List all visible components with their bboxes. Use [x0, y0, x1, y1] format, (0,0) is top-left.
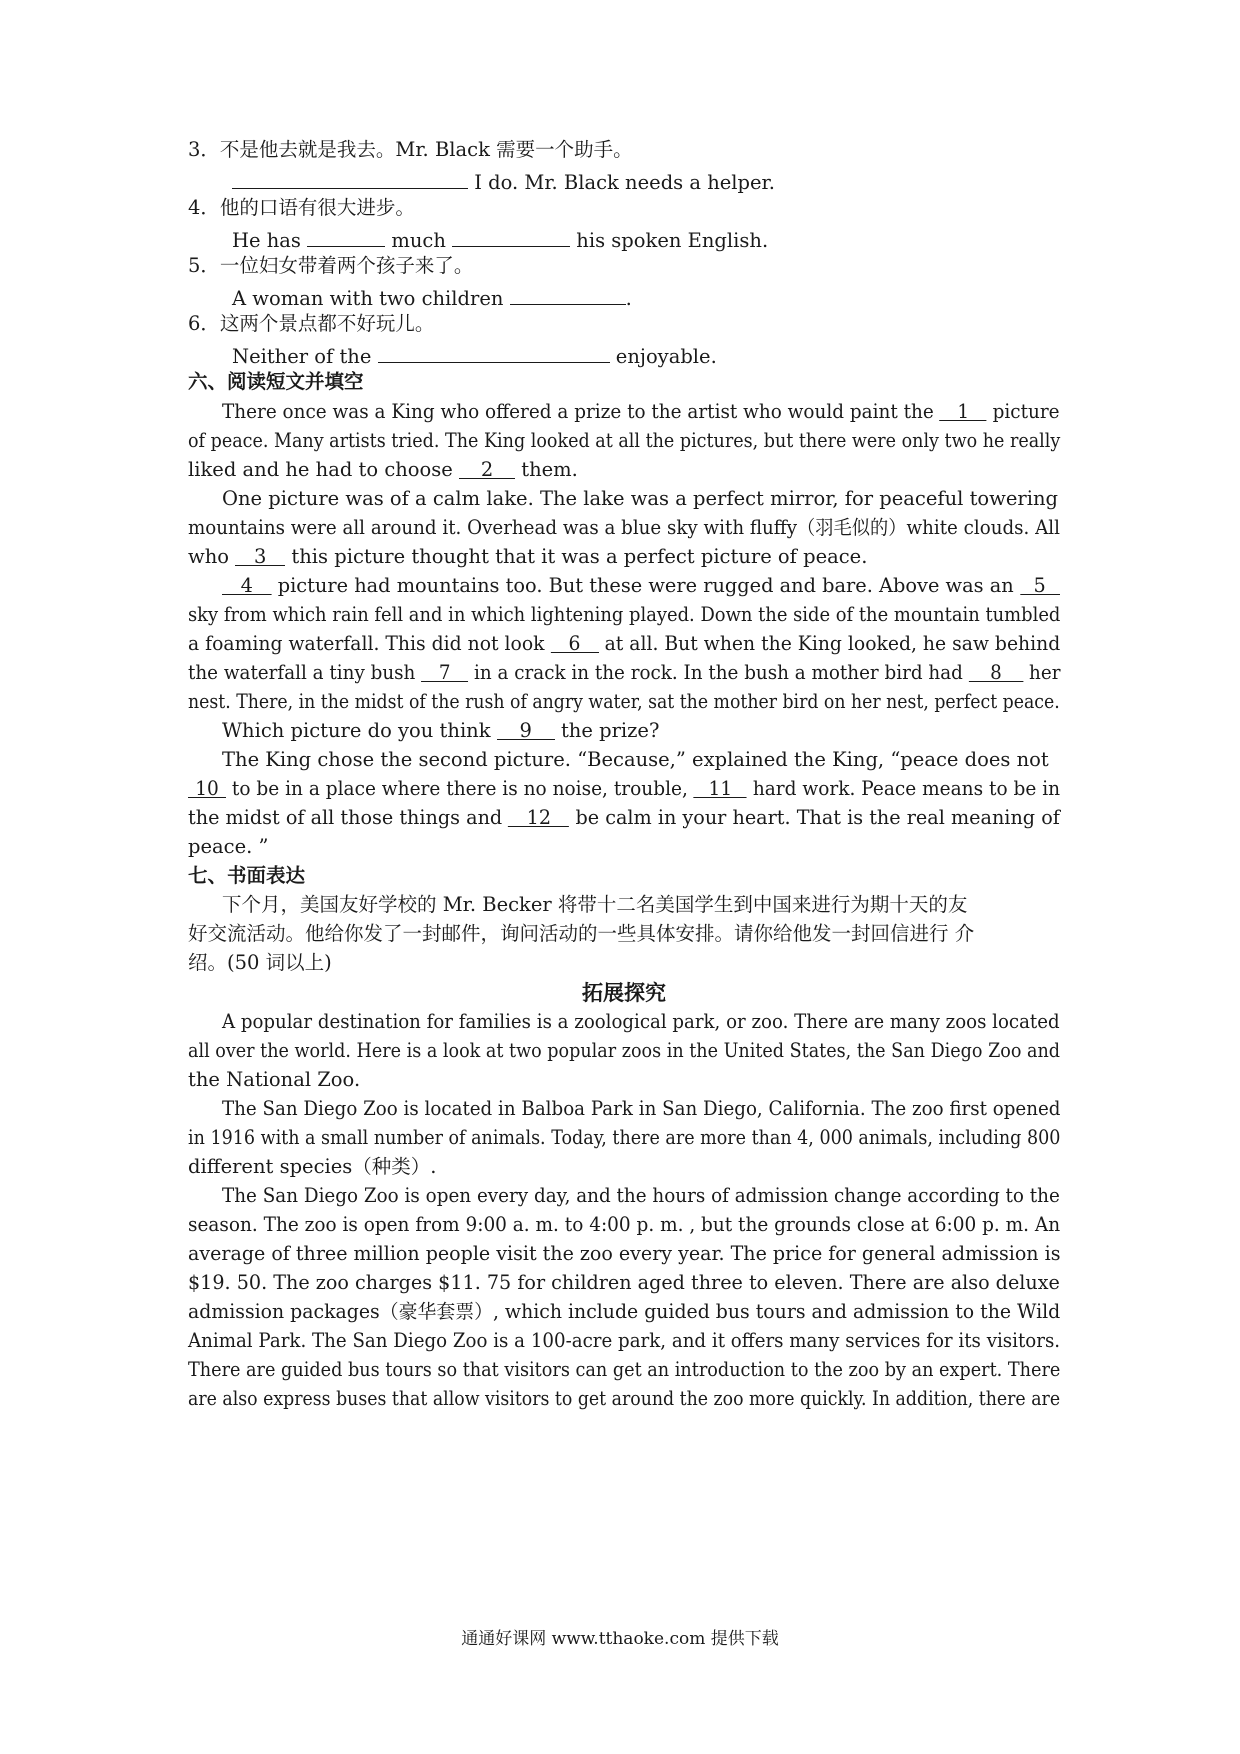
- passage-line: who 3 this picture thought that it was a perfect picture of peace.: [188, 545, 868, 568]
- passage-line: liked and he had to choose 2 them.: [188, 458, 578, 481]
- passage-line: One picture was of a calm lake. The lake was a perfect mirror, for peaceful towering: [222, 487, 1058, 510]
- passage-line: 4 picture had mountains too. But these were rugged and bare. Above was an 5: [222, 576, 1060, 596]
- passage-line: peace. ”: [188, 835, 269, 858]
- extension-line: The San Diego Zoo is open every day, and the hours of admission change according to the: [222, 1184, 1060, 1207]
- extension-line: A popular destination for families is a zoological park, or zoo. There are many zoos located: [222, 1010, 1060, 1033]
- passage-line: sky from which rain fell and in which lightening played. Down the side of the mountain tumbled: [188, 603, 1061, 626]
- passage-line: nest. There, in the midst of the rush of angry water, sat the mother bird on her nest, perfect peace.: [188, 690, 1060, 713]
- q3-blank[interactable]: [232, 170, 468, 189]
- q4-blank-1[interactable]: [307, 228, 385, 247]
- passage-line: of peace. Many artists tried. The King looked at all the pictures, but there were only two he really: [188, 429, 1061, 452]
- extension-line: are also express buses that allow visitors to get around the zoo more quickly. In addition, there are: [188, 1387, 1061, 1410]
- extension-line: all over the world. Here is a look at two popular zoos in the United States, the San Diego Zoo and: [188, 1039, 1061, 1062]
- blank-8[interactable]: 8: [969, 663, 1024, 682]
- q4-english: He has much his spoken English.: [232, 229, 769, 252]
- extension-line: the National Zoo.: [188, 1068, 361, 1091]
- blank-11[interactable]: 11: [694, 779, 747, 798]
- writing-task-line: 下个月，美国友好学校的 Mr. Becker 将带十二名美国学生到中国来进行为期十天的友: [222, 893, 968, 916]
- blank-7[interactable]: 7: [421, 663, 468, 682]
- q5-chinese: 5．一位妇女带着两个孩子来了。: [188, 254, 474, 277]
- extension-line: The San Diego Zoo is located in Balboa Park in San Diego, California. The zoo first opened: [222, 1097, 1061, 1120]
- blank-6[interactable]: 6: [550, 634, 598, 653]
- extension-line: different species（种类）.: [188, 1155, 437, 1178]
- extension-line: admission packages（豪华套票）, which include guided bus tours and admission to the Wild: [188, 1300, 1061, 1323]
- extension-line: $19. 50. The zoo charges $11. 75 for children aged three to eleven. There are also deluxe: [188, 1271, 1060, 1294]
- extension-line: season. The zoo is open from 9:00 a. m. to 4:00 p. m. , but the grounds close at 6:00 p. m. An: [188, 1213, 1061, 1236]
- passage-line: the midst of all those things and 12 be calm in your heart. That is the real meaning of: [188, 806, 1060, 829]
- passage-line: There once was a King who offered a prize to the artist who would paint the 1 picture: [222, 400, 1060, 423]
- writing-task-line: 好交流活动。他给你发了一封邮件，询问活动的一些具体安排。请你给他发一封回信进行 介: [188, 922, 975, 945]
- q4-blank-2[interactable]: [452, 228, 570, 247]
- blank-10[interactable]: 10: [188, 779, 226, 798]
- blank-9[interactable]: 9: [497, 721, 555, 740]
- q6-chinese: 6．这两个景点都不好玩儿。: [188, 312, 435, 335]
- blank-12[interactable]: 12: [508, 808, 569, 827]
- blank-5[interactable]: 5: [1020, 576, 1060, 595]
- passage-line: 10 to be in a place where there is no noise, trouble, 11 hard work. Peace means to be in: [188, 779, 1060, 799]
- passage-line: mountains were all around it. Overhead was a blue sky with fluffy（羽毛似的）white clouds. All: [188, 516, 1060, 539]
- extension-title: 拓展探究: [582, 980, 666, 1005]
- passage-line: the waterfall a tiny bush 7 in a crack in the rock. In the bush a mother bird had 8 her: [188, 661, 1061, 684]
- passage-line: Which picture do you think 9 the prize?: [222, 719, 660, 742]
- q4-chinese: 4．他的口语有很大进步。: [188, 196, 415, 219]
- q5-english: A woman with two children .: [232, 287, 632, 310]
- writing-task-line: 绍。(50 词以上): [188, 951, 332, 974]
- q5-blank[interactable]: [510, 286, 626, 305]
- q3-chinese: 3．不是他去就是我去。Mr. Black 需要一个助手。: [188, 138, 633, 161]
- q6-english: Neither of the enjoyable.: [232, 345, 717, 368]
- extension-line: average of three million people visit the zoo every year. The price for general admission is: [188, 1242, 1061, 1265]
- extension-line: There are guided bus tours so that visitors can get an introduction to the zoo by an expert. There: [188, 1358, 1061, 1381]
- passage-line: a foaming waterfall. This did not look 6 at all. But when the King looked, he saw behind: [188, 632, 1061, 655]
- extension-line: in 1916 with a small number of animals. Today, there are more than 4, 000 animals, including 800: [188, 1126, 1061, 1149]
- blank-2[interactable]: 2: [459, 460, 515, 479]
- section6-heading: 六、阅读短文并填空: [188, 370, 364, 393]
- extension-line: Animal Park. The San Diego Zoo is a 100-acre park, and it offers many services for its visitors.: [188, 1329, 1061, 1352]
- section7-heading: 七、书面表达: [188, 864, 306, 887]
- blank-1[interactable]: 1: [940, 402, 987, 421]
- q6-blank[interactable]: [378, 344, 610, 363]
- blank-4[interactable]: 4: [222, 576, 272, 595]
- page-footer: 通通好课网 www.tthaoke.com 提供下载: [461, 1629, 779, 1649]
- passage-line: The King chose the second picture. “Because,” explained the King, “peace does not: [222, 748, 1049, 771]
- q3-english: I do. Mr. Black needs a helper.: [232, 170, 775, 193]
- blank-3[interactable]: 3: [235, 547, 285, 566]
